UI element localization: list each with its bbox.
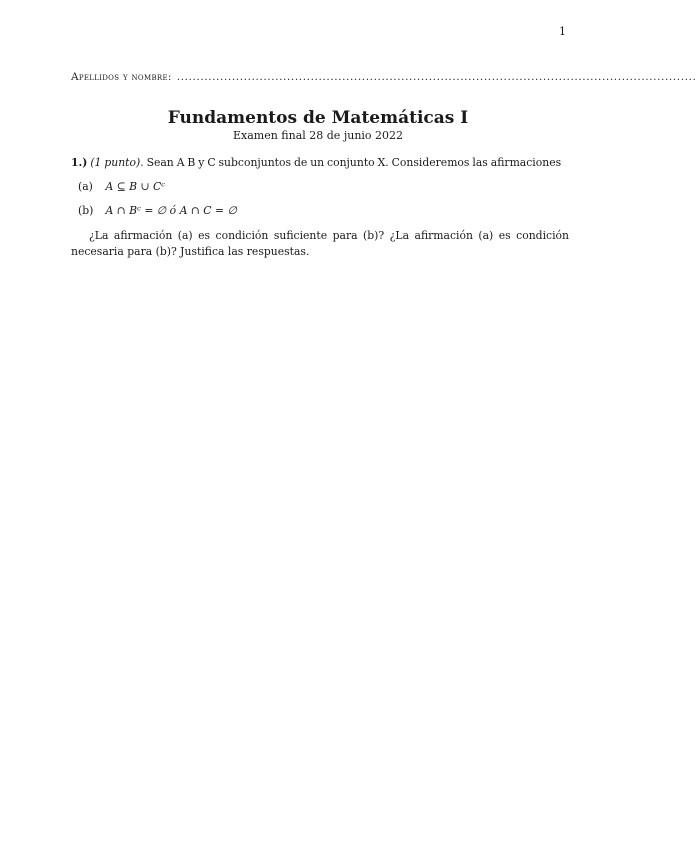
name-field-label: Apellidos y nombre: (71, 71, 172, 83)
problem-statement (71, 155, 569, 171)
item-a-label: (a) (78, 180, 93, 193)
item-a-formula: A ⊆ B ∪ Cᶜ (105, 180, 166, 193)
item-b-formula: A ∩ Bᶜ = ∅ ó A ∩ C = ∅ (105, 204, 237, 217)
exam-subtitle: Examen final 28 de junio 2022 (232, 129, 404, 142)
name-field-dots: .................................................................................................................................... (176, 71, 696, 83)
exam-title: Fundamentos de Matemáticas I (167, 108, 469, 128)
problem-question: ¿La afirmación (a) es condición suficiente para (b)? ¿La afirmación (a) es condición necesaria para (b)? Justifica las respuestas. (71, 229, 569, 258)
item-b-label: (b) (78, 204, 94, 217)
problem-number: 1.) (71, 156, 88, 169)
item-a (71, 179, 569, 195)
problem-1 (71, 155, 569, 260)
page-number: 1 (559, 25, 566, 38)
problem-points: (1 punto) (90, 156, 141, 169)
problem-statement-text: . Sean A B y C subconjuntos de un conjunto X. Consideremos las afirmaciones (140, 156, 562, 169)
name-field (71, 71, 696, 83)
item-b (71, 203, 569, 219)
